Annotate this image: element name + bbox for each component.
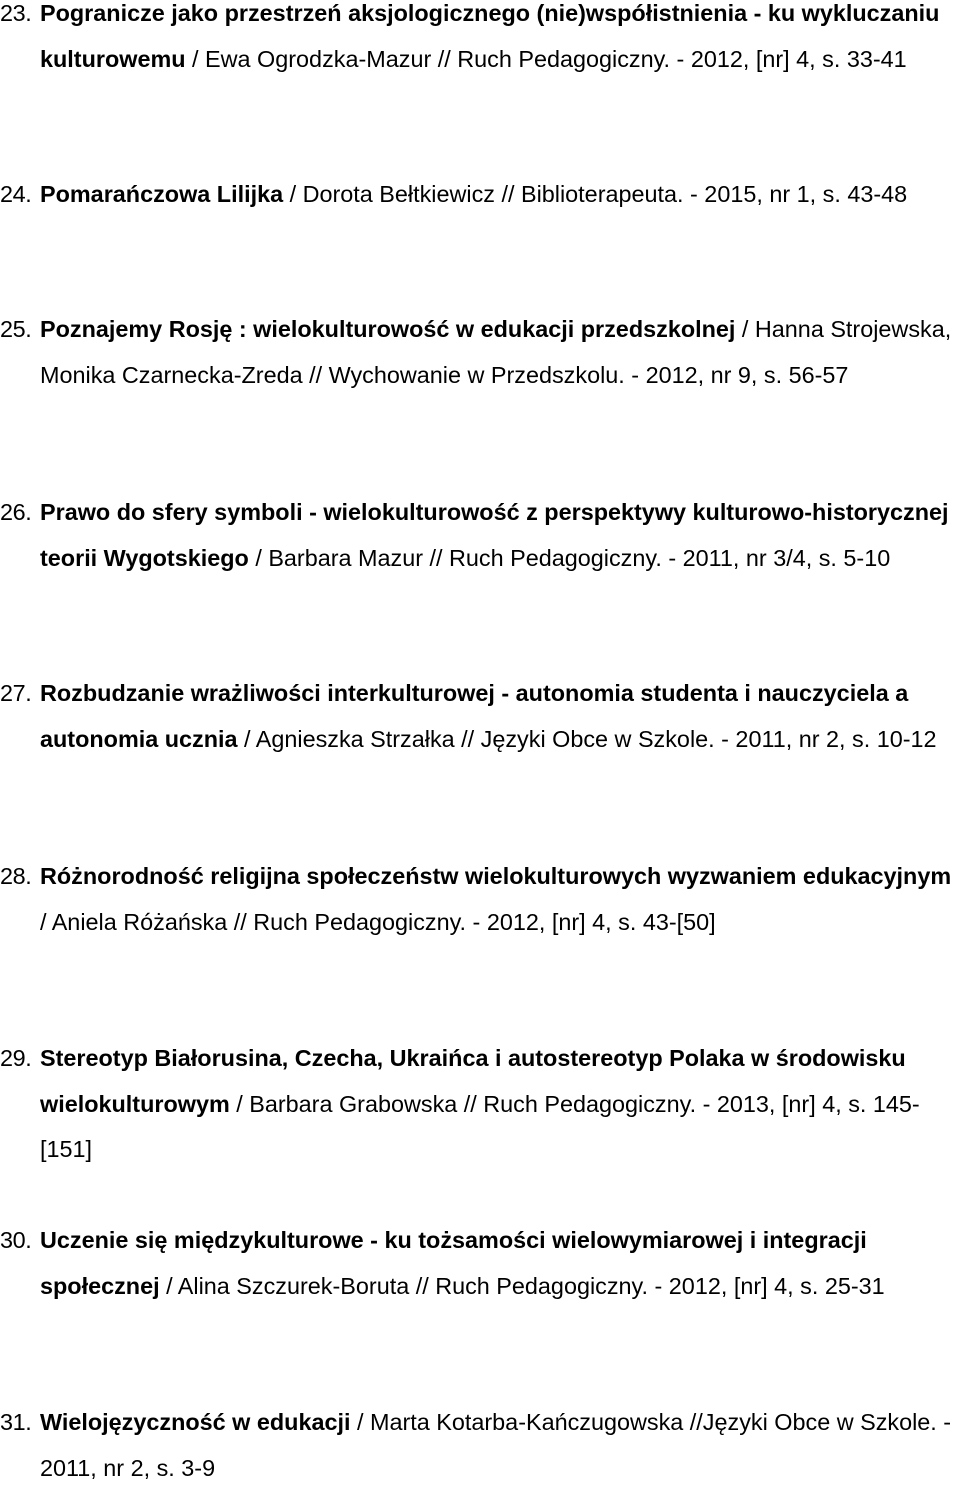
entry-title: Pomarańczowa Lilijka (40, 181, 284, 207)
entry-number: 24. (0, 181, 32, 207)
entry-text (40, 1400, 958, 1491)
bibliography-entry-24 (0, 172, 958, 218)
bibliography-entry-23 (0, 0, 958, 82)
entry-title: Poznajemy Rosję : wielokulturowość w edukacji przedszkolnej (40, 316, 736, 342)
entry-citation: / Ewa Ogrodzka-Mazur // Ruch Pedagogiczny. - 2012, [nr] 4, s. 33-41 (185, 45, 907, 72)
entry-number: 28. (0, 863, 32, 889)
entry-number: 30. (0, 1227, 32, 1253)
entry-number: 25. (0, 316, 32, 342)
bibliography-entry-25 (0, 307, 958, 398)
entry-number: 23. (0, 0, 32, 26)
bibliography-entry-27 (0, 671, 958, 762)
entry-text (40, 1218, 958, 1309)
entry-text (40, 854, 958, 945)
entry-citation: / Aniela Różańska // Ruch Pedagogiczny. - 2012, [nr] 4, s. 43-[50] (40, 908, 716, 935)
entry-title: Rozbudzanie wrażliwości interkulturowej - autonomia studenta i nauczyciela a autonomia ucznia (40, 680, 909, 752)
entry-title: Różnorodność religijna społeczeństw wielokulturowych wyzwaniem edukacyjnym (40, 863, 952, 889)
bibliography-entry-28 (0, 854, 958, 945)
entry-title: Stereotyp Białorusina, Czecha, Ukraińca i autostereotyp Polaka w środowisku wielokulturowym (40, 1045, 906, 1117)
entry-text (40, 1036, 958, 1173)
entry-title: Pogranicze jako przestrzeń aksjologicznego (nie)współistnienia - ku wykluczaniu kulturowemu (40, 0, 940, 72)
bibliography-entry-31 (0, 1400, 958, 1491)
entry-citation: / Alina Szczurek-Boruta // Ruch Pedagogiczny. - 2012, [nr] 4, s. 25-31 (159, 1272, 885, 1299)
entry-number: 27. (0, 680, 32, 706)
entry-citation: / Barbara Grabowska // Ruch Pedagogiczny. - 2013, [nr] 4, s. 145-[151] (40, 1090, 920, 1163)
entry-citation: / Hanna Strojewska, Monika Czarnecka-Zreda // Wychowanie w Przedszkolu. - 2012, nr 9, s. 56-57 (40, 316, 952, 388)
entry-title: Uczenie się międzykulturowe - ku tożsamości wielowymiarowej i integracji społecznej (40, 1227, 867, 1299)
bibliography-entry-29 (0, 1036, 958, 1173)
entry-text (40, 490, 958, 581)
entry-number: 29. (0, 1045, 32, 1071)
entry-citation: / Barbara Mazur // Ruch Pedagogiczny. - 2011, nr 3/4, s. 5-10 (248, 544, 891, 571)
entry-citation: / Dorota Bełtkiewicz // Biblioterapeuta. - 2015, nr 1, s. 43-48 (283, 181, 908, 207)
entry-text (40, 307, 958, 398)
entry-title: Wielojęzyczność w edukacji (40, 1409, 351, 1435)
entry-citation: / Marta Kotarba-Kańczugowska //Języki Obce w Szkole. - 2011, nr 2, s. 3-9 (40, 1409, 952, 1481)
entry-text (40, 172, 958, 218)
entry-number: 31. (0, 1409, 32, 1435)
bibliography-entry-26 (0, 490, 958, 581)
entry-number: 26. (0, 499, 32, 525)
bibliography-entry-30 (0, 1218, 958, 1309)
entry-title: Prawo do sfery symboli - wielokulturowość z perspektywy kulturowo-historycznej teorii Wygotskiego (40, 499, 949, 571)
entry-text (40, 671, 958, 762)
entry-citation: / Agnieszka Strzałka // Języki Obce w Szkole. - 2011, nr 2, s. 10-12 (237, 725, 937, 752)
entry-text (40, 0, 958, 82)
